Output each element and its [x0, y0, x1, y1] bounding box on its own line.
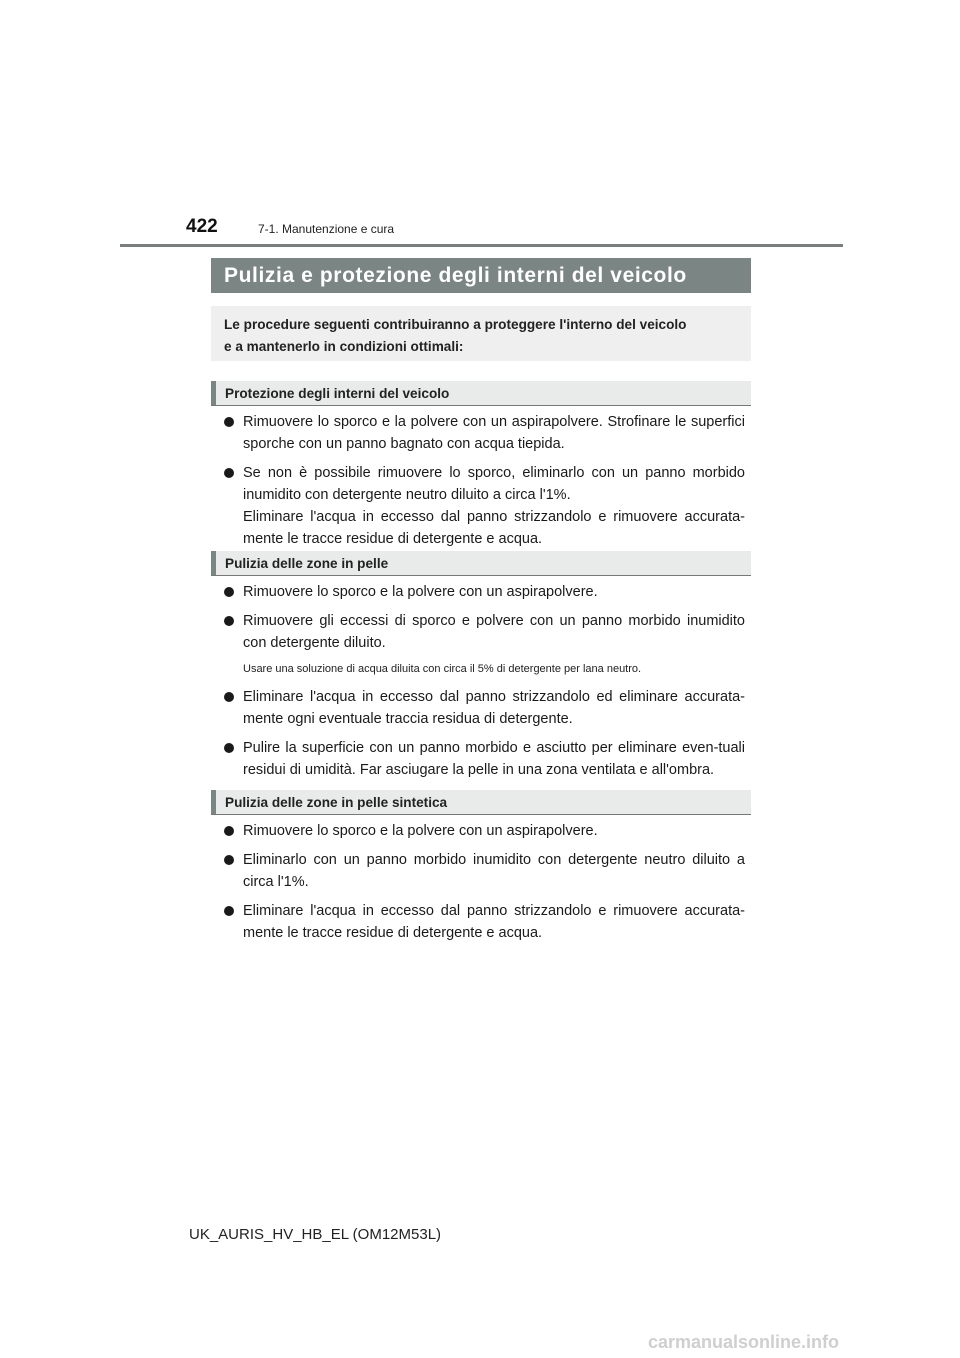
list-item	[224, 610, 745, 654]
section-reference: 7-1. Manutenzione e cura	[258, 222, 395, 236]
bullet-list-synthetic-leather	[224, 820, 745, 951]
bullet-icon	[224, 855, 234, 865]
document-footer-code: UK_AURIS_HV_HB_EL (OM12M53L)	[189, 1226, 442, 1243]
list-item-text: Eliminare l'acqua in eccesso dal panno strizzandolo e rimuovere accurata-mente le tracce residue di detergente e acqua.	[243, 903, 745, 941]
bullet-icon	[224, 743, 234, 753]
intro-line-1: Le procedure seguenti contribuiranno a proteggere l'interno del veicolo	[224, 317, 687, 332]
list-item	[224, 820, 745, 842]
bullet-list-interior-protection	[224, 411, 745, 557]
list-item	[224, 411, 745, 455]
section-heading-synthetic-leather: Pulizia delle zone in pelle sintetica	[211, 790, 751, 815]
section-heading-leather: Pulizia delle zone in pelle	[211, 551, 751, 576]
bullet-icon	[224, 468, 234, 478]
bullet-icon	[224, 587, 234, 597]
bullet-icon	[224, 692, 234, 702]
list-item-text: Eliminare l'acqua in eccesso dal panno strizzandolo ed eliminare accurata-mente ogni eventuale traccia residua di detergente.	[243, 689, 745, 727]
list-item-text: Rimuovere lo sporco e la polvere con un aspirapolvere.	[243, 823, 598, 839]
list-item	[224, 900, 745, 944]
header-divider	[120, 244, 843, 247]
watermark: carmanualsonline.info	[648, 1332, 840, 1352]
page-number: 422	[186, 216, 218, 237]
list-item-text: Se non è possibile rimuovere lo sporco, eliminarlo con un panno morbido inumidito con detergente neutro diluito a circa l'1%.	[243, 465, 745, 503]
page-title: Pulizia e protezione degli interni del veicolo	[211, 258, 751, 293]
list-item	[224, 581, 745, 603]
bullet-icon	[224, 616, 234, 626]
list-item-text: Pulire la superficie con un panno morbido e asciutto per eliminare even-tuali residui di umidità. Far asciugare la pelle in una zona ventilata e all'ombra.	[243, 740, 745, 778]
bullet-icon	[224, 417, 234, 427]
list-item	[224, 462, 745, 550]
bullet-icon	[224, 906, 234, 916]
intro-line-2: e a mantenerlo in condizioni ottimali:	[224, 339, 464, 354]
bullet-list-leather	[224, 581, 745, 788]
list-item-text: Rimuovere gli eccessi di sporco e polvere con un panno morbido inumidito con detergente diluito.	[243, 613, 745, 651]
list-item	[224, 849, 745, 893]
dilution-note: Usare una soluzione di acqua diluita con circa il 5% di detergente per lana neutro.	[243, 663, 642, 675]
list-item-text: Eliminarlo con un panno morbido inumidito con detergente neutro diluito a circa l'1%.	[243, 852, 745, 890]
bullet-icon	[224, 826, 234, 836]
section-heading-interior-protection: Protezione degli interni del veicolo	[211, 381, 751, 406]
list-item-text: Rimuovere lo sporco e la polvere con un aspirapolvere.	[243, 584, 598, 600]
list-item	[224, 737, 745, 781]
list-item	[224, 686, 745, 730]
list-item-continuation: Eliminare l'acqua in eccesso dal panno strizzandolo e rimuovere accurata-mente le tracce residue di detergente e acqua.	[243, 509, 745, 547]
intro-box	[211, 306, 751, 361]
list-item-text: Rimuovere lo sporco e la polvere con un aspirapolvere. Strofinare le superfici sporche con un panno bagnato con acqua tiepida.	[243, 414, 745, 452]
